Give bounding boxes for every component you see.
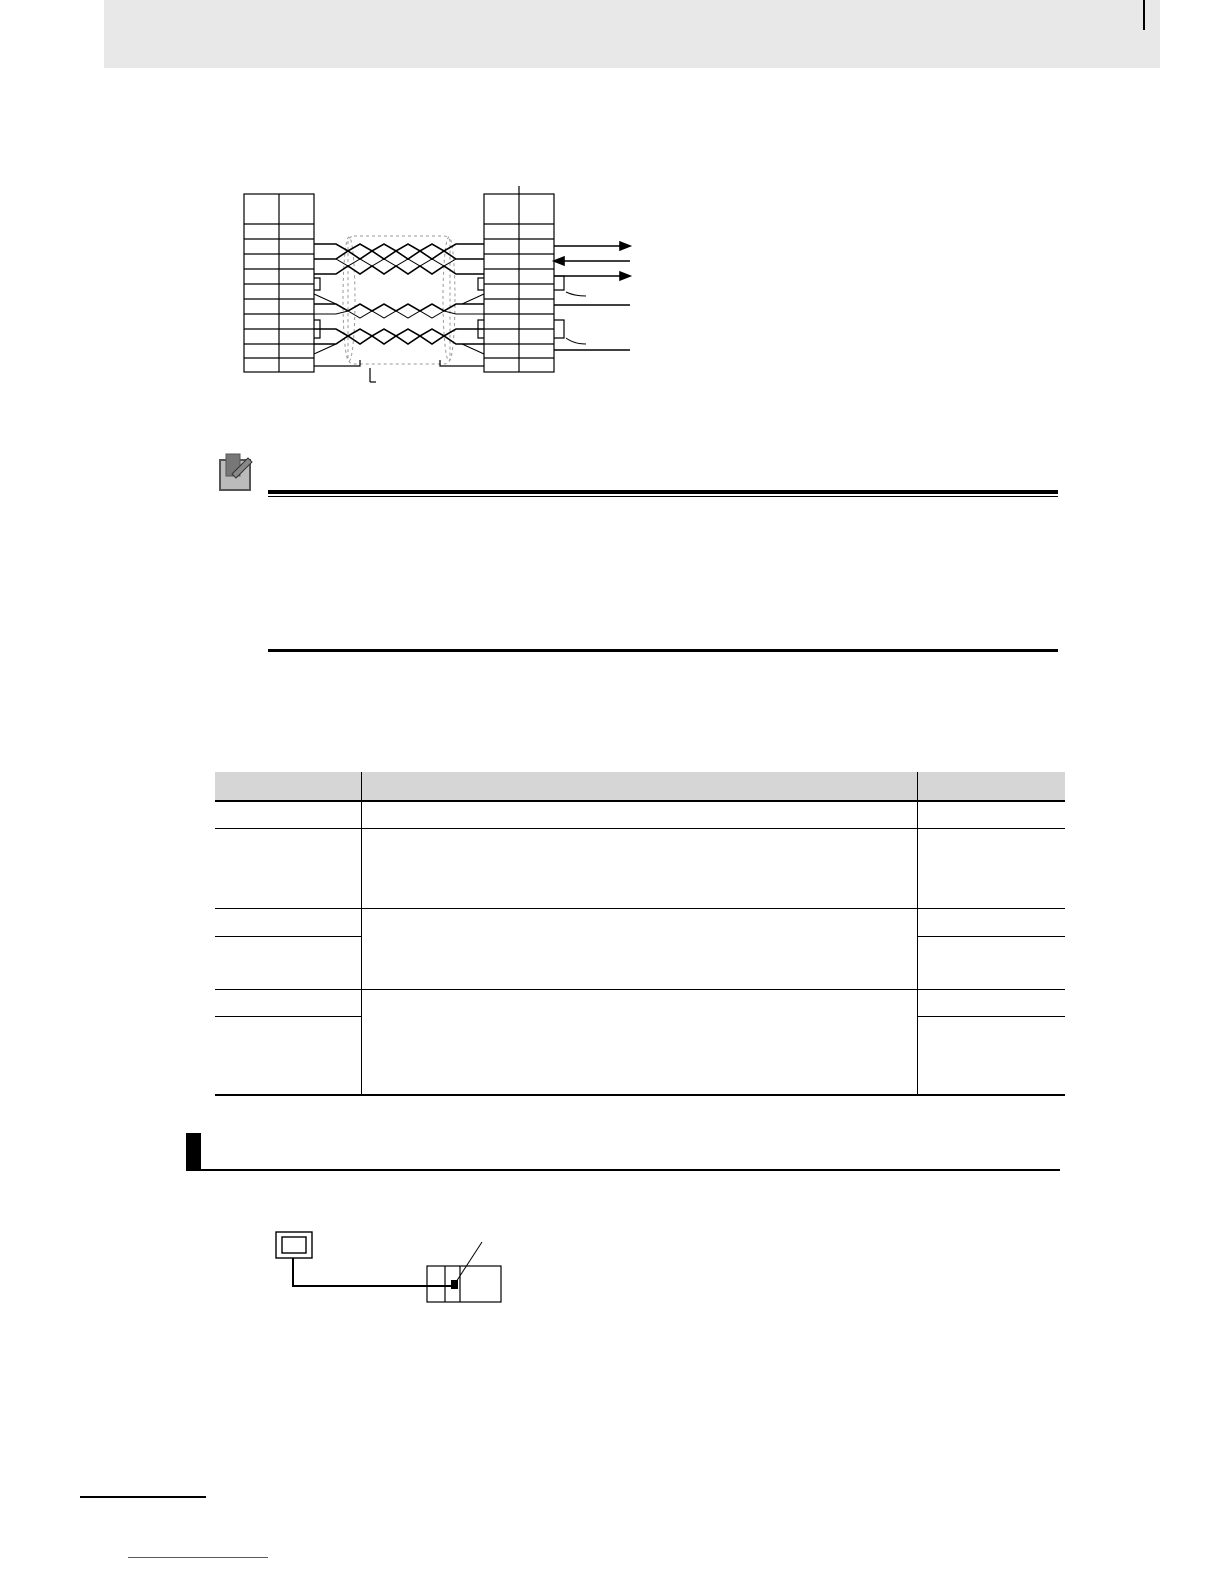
port-callout-leader <box>456 1242 482 1282</box>
table-bottom-rule <box>215 1094 1065 1096</box>
precautions-bottom-rule <box>268 649 1058 652</box>
shield-drain-lines <box>314 360 484 382</box>
table-header-rule <box>215 800 1065 802</box>
section-heading-block <box>186 1133 201 1171</box>
right-terminal-block <box>484 186 554 372</box>
table-row-rule-partial-left <box>215 936 361 937</box>
connection-cable <box>293 1258 454 1286</box>
table-row-rule-partial-right <box>917 936 1065 937</box>
precautions-for-correct-use-icon <box>216 452 260 494</box>
output-signal-arrows <box>554 242 630 350</box>
section-heading-rule <box>186 1169 1060 1171</box>
footer-link-underline[interactable] <box>128 1557 268 1558</box>
table-row-rule <box>215 908 1065 909</box>
footer-rule <box>80 1496 206 1498</box>
header-tab-marker <box>1143 0 1145 30</box>
table-row-rule-partial-left <box>215 1016 361 1017</box>
twisted-pair-wires <box>314 244 484 354</box>
callout-leaders <box>566 292 586 344</box>
table-header-row <box>215 772 1065 800</box>
page-header-band <box>104 0 1160 68</box>
spec-table <box>215 772 1065 1096</box>
table-row-rule-partial-right <box>917 1016 1065 1017</box>
table-col-divider-2 <box>917 772 918 1096</box>
precautions-top-rule <box>268 490 1058 494</box>
wiring-diagram <box>236 184 646 394</box>
table-row-rule <box>215 989 1065 990</box>
table-row-rule <box>215 828 1065 829</box>
table-col-divider-1 <box>361 772 362 1096</box>
computer-icon <box>276 1232 312 1258</box>
device-unit <box>427 1266 501 1302</box>
left-terminal-block <box>244 194 314 372</box>
connection-diagram <box>270 1230 510 1310</box>
precautions-top-rule-thin <box>268 496 1058 497</box>
